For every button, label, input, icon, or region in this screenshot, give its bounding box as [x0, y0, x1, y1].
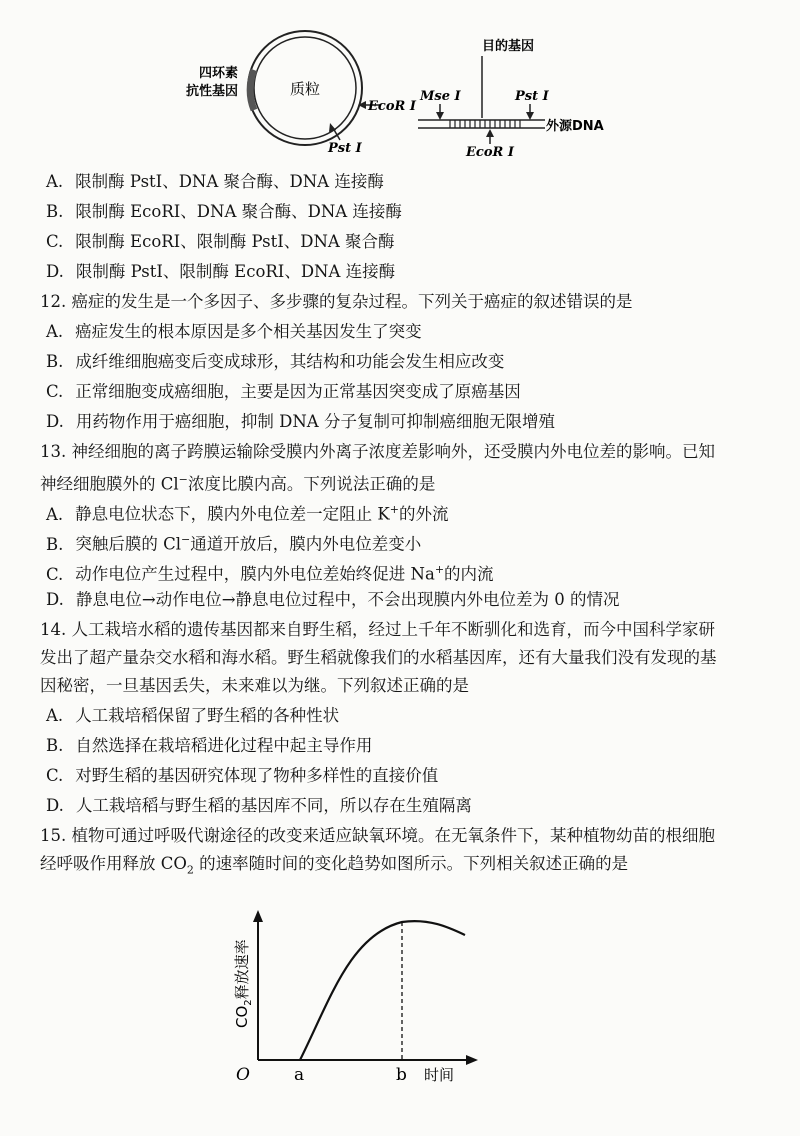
q11-option-c: C. 限制酶 EcoRI、限制酶 PstI、DNA 聚合酶: [46, 232, 395, 251]
point-b-label: b: [396, 1065, 407, 1085]
q11-option-a: A. 限制酶 PstI、DNA 聚合酶、DNA 连接酶: [46, 172, 384, 191]
foreign-dna-label: 外源DNA: [546, 119, 604, 134]
y-axis-label: $CO_2$释放速率: [233, 939, 254, 1028]
psti-dna-label: Pst I: [515, 89, 549, 104]
resistance-gene-label-1: 四环素: [198, 66, 238, 81]
q12-stem: 12. 癌症的发生是一个多因子、多步骤的复杂过程。下列关于癌症的叙述错误的是: [40, 292, 633, 311]
q12-option-a: A. 癌症发生的根本原因是多个相关基因发生了突变: [46, 322, 422, 341]
ecori-plasmid-label: EcoR I: [368, 99, 416, 114]
msei-label: Mse I: [420, 89, 461, 104]
q13-stem-line1: 13. 神经细胞的离子跨膜运输除受膜内外离子浓度差影响外，还受膜内外电位差的影响。已知: [40, 442, 715, 461]
resistance-gene-segment: [250, 70, 254, 110]
ecori-dna-label: EcoR I: [466, 145, 514, 160]
q13-option-b: B. 突触后膜的 Cl−通道开放后，膜内外电位差变小: [46, 533, 422, 554]
resistance-gene-label-2: 抗性基因: [185, 84, 238, 99]
x-axis-arrowhead: [466, 1055, 478, 1065]
q14-option-a: A. 人工栽培稻保留了野生稻的各种性状: [46, 706, 340, 725]
plasmid-diagram: [0, 0, 800, 165]
q15-stem-line1: 15. 植物可通过呼吸代谢途径的改变来适应缺氧环境。在无氧条件下，某种植物幼苗的根细胞: [40, 826, 715, 845]
q14-stem-line3: 因秘密，一旦基因丢失，未来难以为继。下列叙述正确的是: [40, 676, 469, 695]
q11-option-d: D. 限制酶 PstI、限制酶 EcoRI、DNA 连接酶: [46, 262, 396, 281]
q14-option-c: C. 对野生稻的基因研究体现了物种多样性的直接价值: [46, 766, 439, 785]
q11-option-b: B. 限制酶 EcoRI、DNA 聚合酶、DNA 连接酶: [46, 202, 402, 221]
q12-option-c: C. 正常细胞变成癌细胞，主要是因为正常基因突变成了原癌基因: [46, 382, 521, 401]
q14-stem-line2: 发出了超产量杂交水稻和海水稻。野生稻就像我们的水稻基因库，还有大量我们没有发现的基: [40, 648, 717, 667]
co2-rate-graph: [0, 880, 800, 1132]
x-axis-label: 时间: [424, 1066, 455, 1084]
co2-curve: [300, 921, 465, 1060]
y-axis-arrowhead: [253, 910, 263, 922]
psti-dna-arrowhead: [526, 112, 534, 120]
ecori-dna-arrowhead: [486, 129, 494, 137]
q13-option-d: D. 静息电位→动作电位→静息电位过程中，不会出现膜内外电位差为 0 的情况: [46, 590, 620, 609]
plasmid-figure: [0, 0, 800, 165]
point-a-label: a: [294, 1065, 305, 1085]
q14-option-d: D. 人工栽培稻与野生稻的基因库不同，所以存在生殖隔离: [46, 796, 472, 815]
msei-arrowhead: [436, 112, 444, 120]
q13-option-a: A. 静息电位状态下，膜内外电位差一定阻止 K+的外流: [46, 503, 449, 524]
q13-stem-line2: 神经细胞膜外的 Cl−浓度比膜内高。下列说法正确的是: [40, 473, 436, 494]
q15-stem-line2: 经呼吸作用释放 $CO_2$ 的速率随时间的变化趋势如图所示。下列相关叙述正确的是: [40, 854, 629, 877]
q12-option-b: B. 成纤维细胞癌变后变成球形，其结构和功能会发生相应改变: [46, 352, 505, 371]
origin-label: O: [236, 1065, 250, 1085]
target-gene-label: 目的基因: [482, 39, 535, 54]
target-gene-hatching: [450, 120, 520, 128]
plasmid-label: 质粒: [289, 80, 321, 98]
q12-option-d: D. 用药物作用于癌细胞，抑制 DNA 分子复制可抑制癌细胞无限增殖: [46, 412, 555, 431]
co2-rate-svg: [0, 880, 800, 1132]
q14-option-b: B. 自然选择在栽培稻进化过程中起主导作用: [46, 736, 373, 755]
q13-option-c: C. 动作电位产生过程中，膜内外电位差始终促进 Na+的内流: [46, 563, 494, 584]
q14-stem-line1: 14. 人工栽培水稻的遗传基因都来自野生稻，经过上千年不断驯化和选育，而今中国科学家研: [40, 620, 715, 639]
psti-plasmid-label: Pst I: [328, 141, 362, 156]
